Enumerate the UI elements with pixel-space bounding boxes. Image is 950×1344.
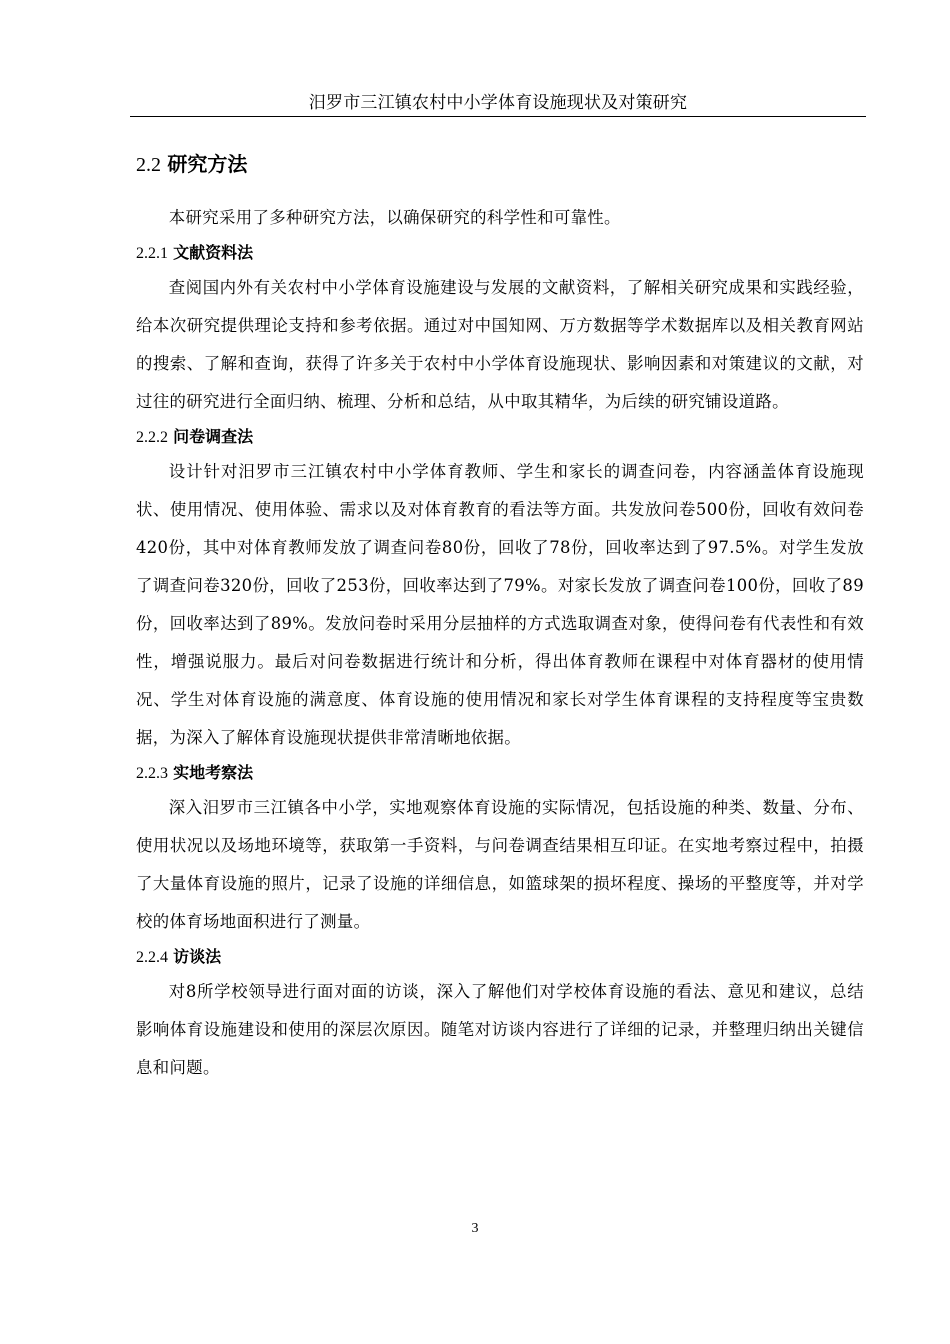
subsection-heading-field-study [136,757,864,789]
subsection-body-literature: 查阅国内外有关农村中小学体育设施建设与发展的文献资料，了解相关研究成果和实践经验，给本次研究提供理论支持和参考依据。通过对中国知网、万方数据等学术数据库以及相关教育网站的搜索、了解和查询，获得了许多关于农村中小学体育设施现状、影响因素和对策建议的文献，对过往的研究进行全面归纳、梳理、分析和总结，从中取其精华，为后续的研究铺设道路。 [136,278,864,411]
subsection-body-field-study: 深入汨罗市三江镇各中小学，实地观察体育设施的实际情况，包括设施的种类、数量、分布、使用状况以及场地环境等，获取第一手资料，与问卷调查结果相互印证。在实地考察过程中，拍摄了大量体育设施的照片，记录了设施的详细信息，如篮球架的损坏程度、操场的平整度等，并对学校的体育场地面积进行了测量。 [136,798,864,931]
subsection-number: 2.2.4 [136,949,168,966]
subsection-heading-literature [136,237,864,269]
section-number: 2.2 [136,154,161,176]
subsection-title: 访谈法 [173,947,222,966]
subsection-number: 2.2.1 [136,245,168,262]
page-number: 3 [471,1221,479,1236]
subsection-number: 2.2.2 [136,429,168,446]
subsection-body-questionnaire: 设计针对汨罗市三江镇农村中小学体育教师、学生和家长的调查问卷，内容涵盖体育设施现状、使用情况、使用体验、需求以及对体育教育的看法等方面。共发放问卷500份，回收有效问卷420份，其中对体育教师发放了调查问卷80份，回收了78份，回收率达到了97.5%。对学生发放了调查问卷320份，回收了253份，回收率达到了79%。对家长发放了调查问卷100份，回收了89份，回收率达到了89%。发放问卷时采用分层抽样的方式选取调查对象，使得问卷有代表性和有效性，增强说服力。最后对问卷数据进行统计和分析，得出体育教师在课程中对体育器材的使用情况、学生对体育设施的满意度、体育设施的使用情况和家长对学生体育课程的支持程度等宝贵数据，为深入了解体育设施现状提供非常清晰地依据。 [136,462,864,747]
header-rule [130,116,866,117]
page-content [136,146,864,1087]
section-intro: 本研究采用了多种研究方法，以确保研究的科学性和可靠性。 [168,208,621,227]
subsection-title: 问卷调查法 [173,427,254,446]
subsection-title: 实地考察法 [173,763,254,782]
subsection-body-interview: 对8所学校领导进行面对面的访谈，深入了解他们对学校体育设施的看法、意见和建议，总结影响体育设施建设和使用的深层次原因。随笔对访谈内容进行了详细的记录，并整理归纳出关键信息和问题。 [136,982,864,1077]
subsection-title: 文献资料法 [173,243,254,262]
section-heading [136,146,864,183]
section-title: 研究方法 [167,152,248,176]
subsection-heading-interview [136,941,864,973]
subsection-heading-questionnaire [136,421,864,453]
subsection-number: 2.2.3 [136,765,168,782]
running-header: 汨罗市三江镇农村中小学体育设施现状及对策研究 [308,93,688,113]
